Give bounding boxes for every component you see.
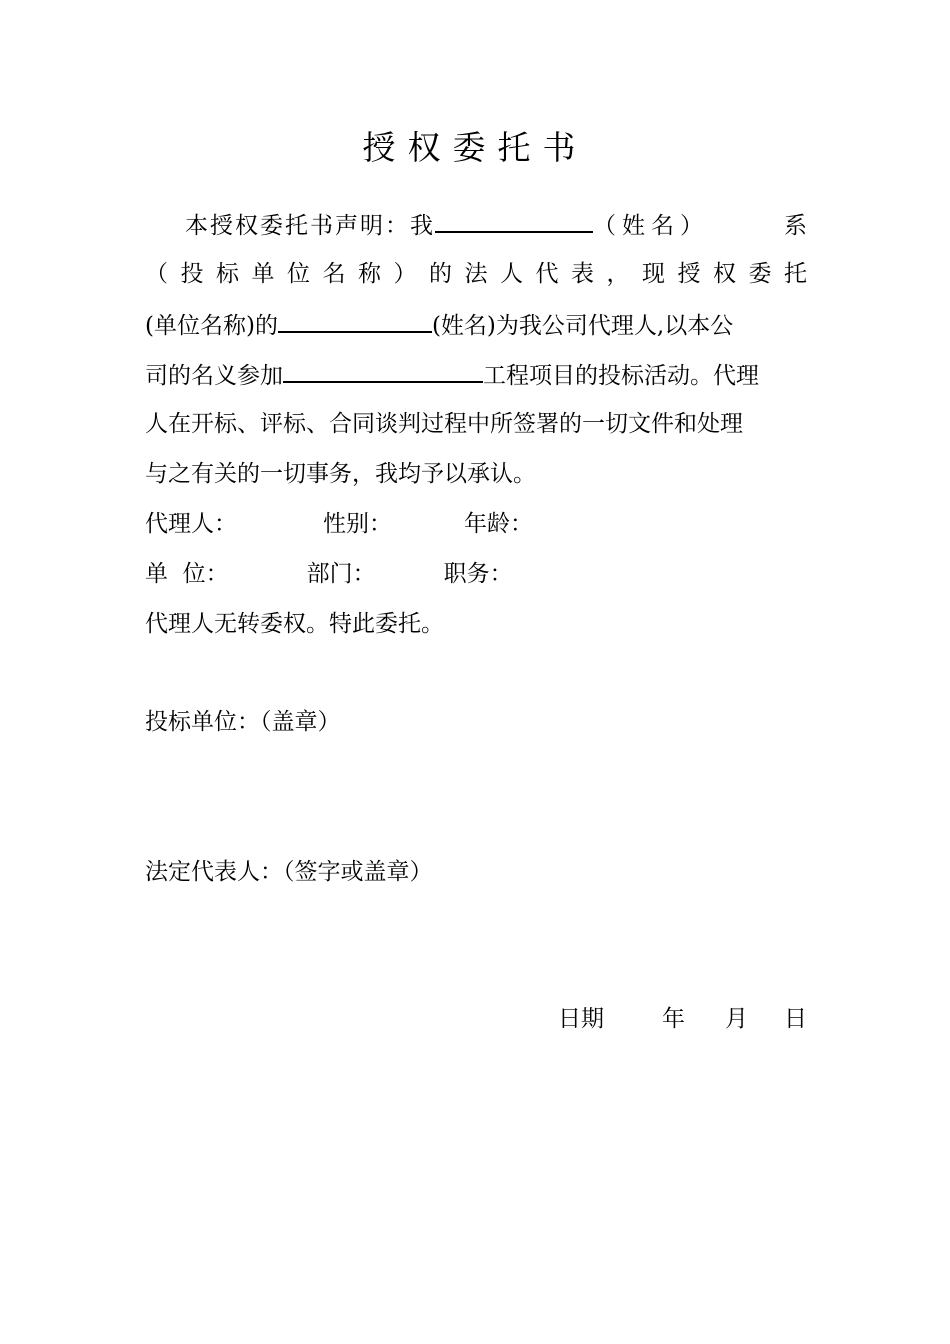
line-2-char: 位 [287,261,310,287]
line-2-char: 名 [322,261,346,287]
line-2-char: 的 [429,261,452,287]
gender-label: 性别： [323,511,392,537]
date-label: 日期 [558,1006,604,1032]
paragraph-line-1 [145,207,807,243]
paragraph-line-6: 与之有关的一切事务，我均予以承认。 [145,461,536,487]
line-2-char: 现 [642,261,665,287]
month-label: 月 [725,1006,748,1032]
line-2-char: 标 [216,261,239,287]
line-2-char: 投 [180,261,204,287]
paragraph-line-2 [145,257,807,291]
age-label: 年龄： [464,511,533,537]
agent-label: 代理人： [145,511,237,537]
project-name-blank [283,357,483,383]
day-label: 日 [784,1006,807,1032]
agent-info-row [145,507,807,541]
unit-info-row [145,557,807,591]
declaration-intro: 本授权委托书声明：我 [185,213,435,239]
line-2-char: 权 [713,261,736,287]
line-2-char: 代 [535,261,559,287]
unit-label: 单 位： [145,561,229,587]
paragraph-line-5: 人在开标、评标、合同谈判过程中所签署的一切文件和处理 [145,411,743,437]
project-activity-text: 工程项目的投标活动。代理 [483,363,759,389]
paragraph-line-4 [145,357,807,393]
line-2-char: （ [145,261,168,287]
line-2-char: ， [606,261,630,287]
date-line [558,1002,807,1036]
line-2-char: 授 [677,261,701,287]
legal-representative-signature-line: 法定代表人：（签字或盖章） [145,859,433,885]
line-2-char: 人 [500,261,523,287]
line-2-char: ） [393,261,417,287]
no-subdelegation-statement: 代理人无转委权。特此委托。 [145,611,444,637]
year-label: 年 [662,1006,685,1032]
line-2-char: 法 [464,261,488,287]
line-2-char: 表 [571,261,594,287]
line-2-char: 称 [358,261,381,287]
is-label: 系 [784,213,807,239]
company-name-text: 司的名义参加 [145,363,283,389]
bidder-seal-line: 投标单位：（盖章） [145,709,341,735]
department-label: 部门： [306,561,376,587]
principal-name-blank [435,207,593,233]
agent-appointment-text: (姓名)为我公司代理人,以本公 [431,313,734,339]
line-2-char: 单 [251,261,275,287]
line-2-char: 托 [784,261,807,287]
position-label: 职务： [443,561,513,587]
name-note: （姓名） [593,213,709,239]
line-2-char: 委 [748,261,772,287]
document-title: 授权委托书 [362,128,588,167]
paragraph-line-3 [145,307,807,343]
agent-name-blank [278,307,432,333]
unit-name-note: (单位名称)的 [145,313,278,339]
